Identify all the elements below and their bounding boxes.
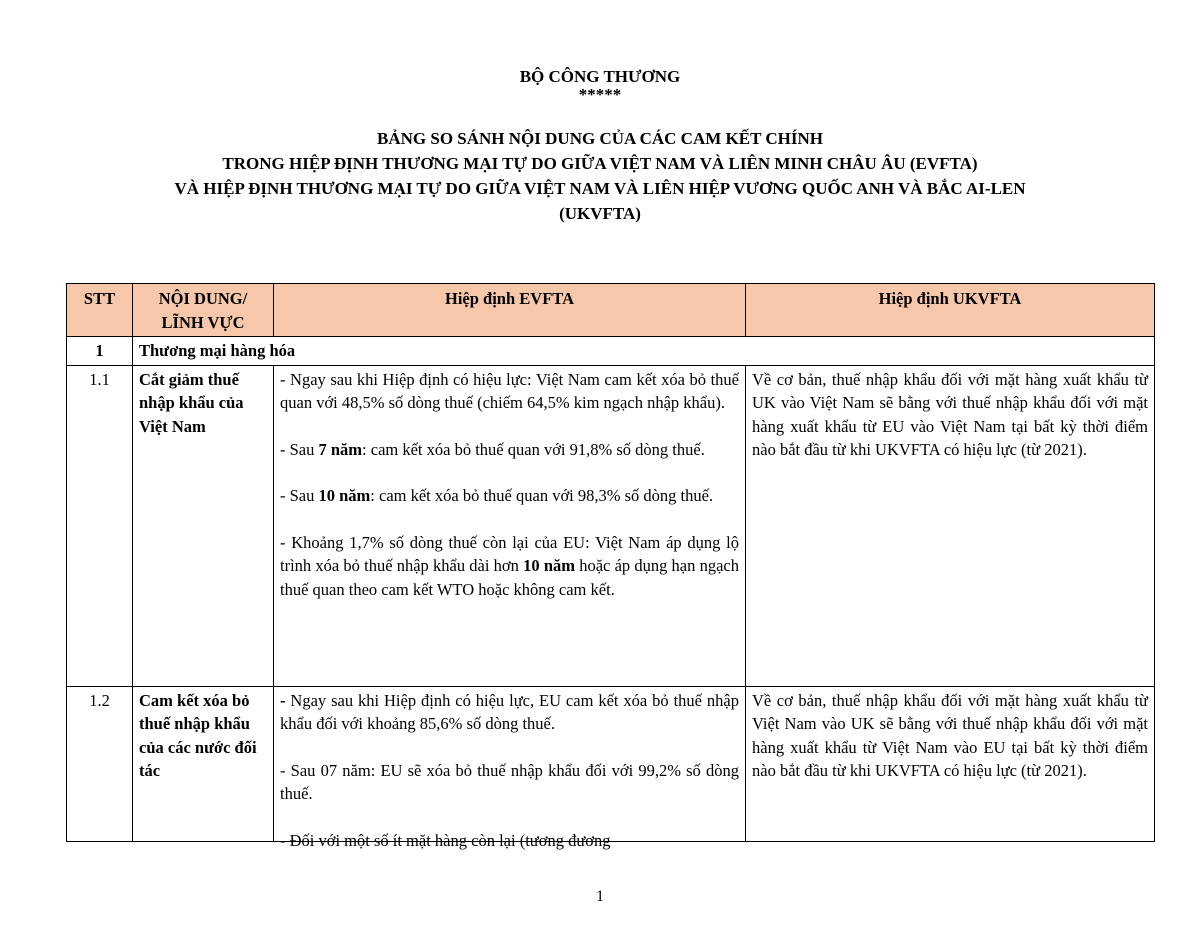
header-topic	[133, 284, 274, 337]
header-ukvfta: Hiệp định UKVFTA	[746, 284, 1155, 337]
text-run: - Khoảng 1,7% số dòng thuế còn lại của EU: Việt Nam áp dụng lộ trình xóa bỏ thuế nhập khẩu dài hơn	[280, 532, 739, 575]
evfta-paragraph	[280, 531, 739, 602]
comparison-table	[66, 283, 1155, 850]
evfta-cell-content	[280, 689, 739, 850]
page-number: 1	[596, 888, 604, 905]
evfta-cell	[274, 365, 746, 686]
row-number: 1.1	[67, 365, 133, 686]
title-line: BẢNG SO SÁNH NỘI DUNG CỦA CÁC CAM KẾT CHÍNH	[377, 129, 823, 148]
evfta-paragraph	[280, 484, 739, 508]
header-topic-line: NỘI DUNG/	[158, 289, 248, 308]
row-topic: Cắt giảm thuế nhập khẩu của Việt Nam	[133, 365, 274, 686]
row-number: 1.2	[67, 686, 133, 841]
text-run: : cam kết xóa bỏ thuế quan với 98,3% số dòng thuế.	[370, 486, 714, 505]
text-run-bold: 7 năm	[318, 439, 363, 459]
evfta-paragraph: - Đối với một số ít mặt hàng còn lại (tương đương	[280, 830, 611, 850]
evfta-paragraph: - Ngay sau khi Hiệp định có hiệu lực: Việt Nam cam kết xóa bỏ thuế quan với 48,5% số dòng thuế (chiếm 64,5% kim ngạch nhập khẩu).	[280, 369, 739, 412]
text-run-bold: 10 năm	[318, 486, 371, 505]
title-line: (UKVFTA)	[559, 204, 641, 223]
section-number: 1	[67, 337, 133, 366]
header-stt: STT	[67, 284, 133, 337]
text-run: hoặc áp dụng hạn ngạch thuế quan theo cam kết WTO hoặc không cam kết.	[280, 556, 739, 599]
text-run: - Sau	[280, 439, 319, 459]
evfta-paragraph: - Sau 07 năm: EU sẽ xóa bỏ thuế nhập khẩu đối với 99,2% số dòng thuế.	[280, 760, 739, 803]
ukvfta-cell: Về cơ bản, thuế nhập khẩu đối với mặt hàng xuất khẩu từ Việt Nam vào UK sẽ bằng với thuế nhập khẩu đối với mặt hàng xuất khẩu từ Việt Nam vào EU tại bất kỳ thời điểm nào bắt đầu từ khi UKVFTA có hiệu lực (từ 2021).	[746, 686, 1155, 841]
ukvfta-cell: Về cơ bản, thuế nhập khẩu đối với mặt hàng xuất khẩu từ UK vào Việt Nam sẽ bằng với thuế nhập khẩu đối với mặt hàng xuất khẩu từ EU vào Việt Nam tại bất kỳ thời điểm nào bắt đầu từ khi UKVFTA có hiệu lực (từ 2021).	[746, 365, 1155, 686]
text-run: Ngay sau khi Hiệp định có hiệu lực, EU cam kết xóa bỏ thuế nhập khẩu đối với khoảng 85,6% số dòng thuế.	[280, 690, 739, 733]
table-row	[67, 365, 1155, 686]
document-header	[0, 66, 1200, 226]
text-run: - Sau	[280, 486, 319, 505]
text-run: : cam kết xóa bỏ thuế quan với 91,8% số dòng thuế.	[362, 439, 705, 459]
table-row	[67, 686, 1155, 841]
table-header-row	[67, 284, 1155, 337]
title-line: VÀ HIỆP ĐỊNH THƯƠNG MẠI TỰ DO GIỮA VIỆT NAM VÀ LIÊN HIỆP VƯƠNG QUỐC ANH VÀ BẮC AI-LEN	[174, 179, 1026, 198]
header-evfta: Hiệp định EVFTA	[274, 284, 746, 337]
title-line: TRONG HIỆP ĐỊNH THƯƠNG MẠI TỰ DO GIỮA VIỆT NAM VÀ LIÊN MINH CHÂU ÂU (EVFTA)	[222, 154, 978, 173]
text-run-bold: -	[280, 690, 291, 710]
evfta-paragraph	[280, 689, 739, 736]
section-label: Thương mại hàng hóa	[133, 337, 1155, 366]
header-topic-line: LĨNH VỰC	[161, 312, 245, 332]
section-row	[67, 337, 1155, 366]
row-topic: Cam kết xóa bỏ thuế nhập khẩu của các nước đối tác	[133, 686, 274, 841]
text-run-bold: 10 năm	[523, 556, 575, 575]
document-title	[0, 126, 1200, 226]
evfta-cell	[274, 686, 746, 850]
stars-divider: *****	[578, 85, 622, 104]
ministry-name: BỘ CÔNG THƯƠNG	[519, 67, 681, 86]
evfta-paragraph	[280, 438, 739, 462]
